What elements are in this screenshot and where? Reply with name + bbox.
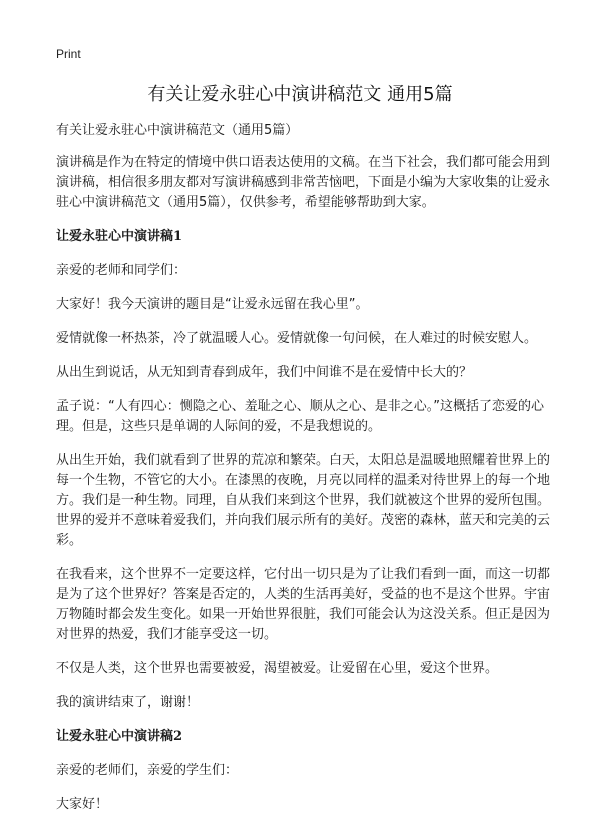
paragraph: 从出生到说话，从无知到青春到成年，我们中间谁不是在爱情中长大的？ — [56, 365, 473, 380]
section-heading-2: 让爱永驻心中演讲稿2 — [56, 729, 183, 744]
paragraph: 我的演讲结束了，谢谢！ — [56, 695, 200, 710]
paragraph: 亲爱的老师们，亲爱的学生们： — [56, 763, 239, 778]
print-link[interactable]: Print — [56, 47, 81, 61]
article-body — [56, 121, 560, 829]
paragraph: 不仅是人类，这个世界也需要被爱，渴望被爱。让爱留在心里，爱这个世界。 — [56, 661, 499, 676]
paragraph: 爱情就像一杯热茶，冷了就温暖人心。爱情就像一句问候，在人难过的时候安慰人。 — [56, 331, 538, 346]
paragraph: 大家好！ — [56, 797, 109, 812]
intro-paragraph: 演讲稿是作为在特定的情境中供口语表达使用的文稿。在当下社会，我们都可能会用到演讲稿，相信很多朋友都对写演讲稿感到非常苦恼吧，下面是小编为大家收集的让爱永驻心中演讲稿范文（通用5篇），仅供参考，希望能够帮助到大家。 — [56, 155, 551, 210]
paragraph: 孟子说：“人有四心：恻隐之心、羞耻之心、顺从之心、是非之心。”这概括了恋爱的心理。但是，这些只是单调的人际间的爱，不是我想说的。 — [56, 399, 544, 434]
page-title: 有关让爱永驻心中演讲稿范文 通用5篇 — [147, 84, 453, 105]
paragraph: 在我看来，这个世界不一定要这样，它付出一切只是为了让我们看到一面，而这一切都是为了这个世界好？答案是否定的，人类的生活再美好，受益的也不是这个世界。宇宙万物随时都会发生变化。如果一开始世界很脏，我们可能会认为这没关系。但正是因为对世界的热爱，我们才能享受这一切。 — [56, 567, 551, 642]
paragraph: 大家好！我今天演讲的题目是“让爱永远留在我心里”。 — [56, 297, 369, 312]
paragraph: 亲爱的老师和同学们： — [56, 263, 187, 278]
paragraph: 从出生开始，我们就看到了世界的荒凉和繁荣。白天，太阳总是温暖地照耀着世界上的每一个生物，不管它的大小。在漆黑的夜晚，月亮以同样的温柔对待世界上的每一个地方。我们是一种生物。同理，自从我们来到这个世界，我们就被这个世界的爱所包围。世界的爱并不意味着爱我们，并向我们展示所有的美好。茂密的森林，蓝天和完美的云彩。 — [56, 453, 551, 548]
section-heading-1: 让爱永驻心中演讲稿1 — [56, 229, 183, 244]
article-subtitle: 有关让爱永驻心中演讲稿范文（通用5篇） — [56, 123, 299, 138]
